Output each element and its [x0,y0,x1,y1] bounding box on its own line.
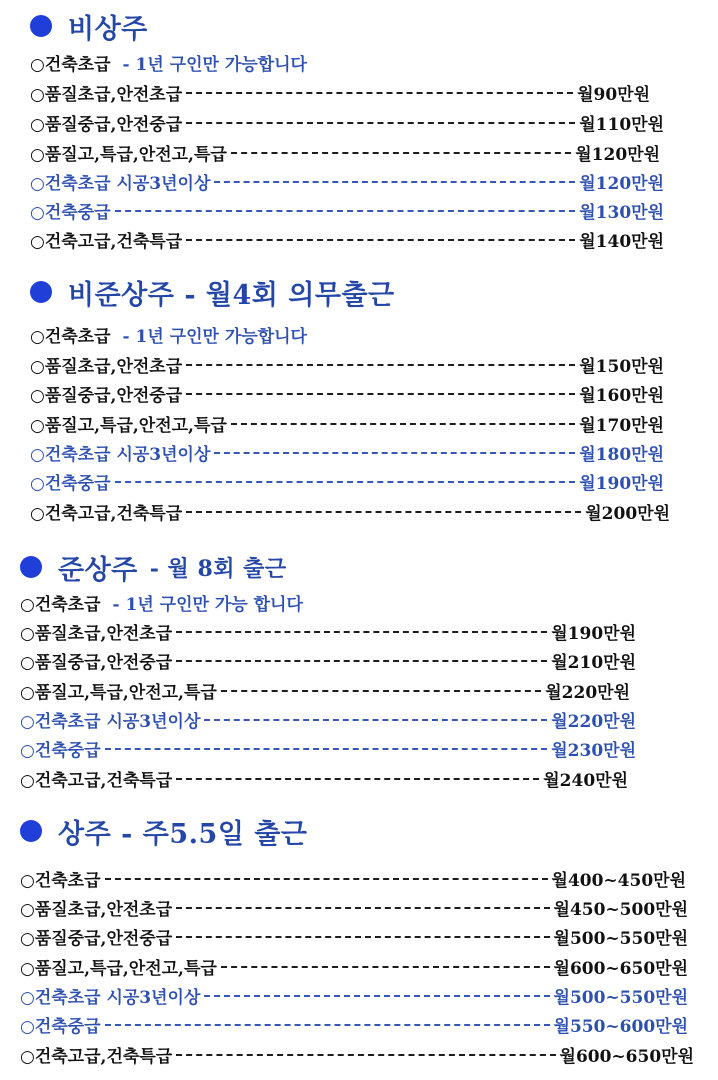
dash-leader [231,423,575,425]
price-row [20,1040,694,1069]
section-title: 비준상주 [68,279,175,311]
price-row [30,138,660,167]
dash-leader [214,181,575,183]
row-label: ○품질초급,안전초급 [30,357,183,377]
dash-leader [105,878,548,880]
row-label: ○품질고,특급,안전고,특급 [20,683,217,703]
dash-leader [176,631,547,633]
row-label: ○건축초급 시공3년이상 [20,712,201,732]
row-label: ○품질고,특급,안전고,특급 [30,145,227,165]
row-price: 월90만원 [577,85,650,105]
bullet-dot-icon [20,556,42,578]
row-price: 월160만원 [579,386,664,406]
row-note: - 1년 구인만 가능합니다 [122,327,307,347]
dash-leader [105,748,548,750]
section-title: 상주 [58,818,112,850]
bullet-dot-icon [30,15,52,37]
dash-leader [176,778,539,780]
row-label: ○품질초급,안전초급 [30,85,183,105]
price-row [20,922,688,951]
row-label: ○건축초급 시공3년이상 [20,988,201,1008]
section-subtitle: - 주5.5일 출근 [121,818,308,850]
section-subtitle: - 월 8회 출근 [149,555,287,582]
row-price: 월450~500만원 [553,900,688,920]
price-row [20,588,620,617]
price-row [20,893,688,922]
row-label: ○품질중급,안전중급 [30,115,183,135]
row-price: 월600~650만원 [553,959,688,979]
dash-leader [186,239,575,241]
section-heading [30,272,395,312]
row-label: ○건축고급,건축특급 [30,232,183,252]
bullet-dot-icon [20,820,42,842]
bullet-dot-icon [30,281,52,303]
row-note: - 1년 구인만 가능합니다 [122,55,307,75]
price-row [30,379,664,408]
price-row [30,78,650,107]
row-price: 월180만원 [579,445,664,465]
row-label: ○품질초급,안전초급 [20,624,173,644]
row-price: 월400~450만원 [551,871,686,891]
dash-leader [176,1054,555,1056]
row-price: 월170만원 [579,416,664,436]
price-row [30,320,630,349]
section-subtitle: - 월4회 의무출근 [184,279,395,311]
row-label: ○건축고급,건축특급 [20,771,173,791]
price-row-highlight [30,438,664,467]
row-price: 월120만원 [575,145,660,165]
price-row [20,952,688,981]
row-price: 월110만원 [579,115,664,135]
row-price: 월550~600만원 [553,1017,688,1037]
section-heading [30,6,148,46]
dash-leader [214,452,575,454]
price-row [30,225,664,254]
row-price: 월130만원 [579,203,664,223]
row-price: 월150만원 [579,357,664,377]
dash-leader [115,210,576,212]
row-label: ○건축초급 [30,327,111,347]
row-label: ○품질중급,안전중급 [30,386,183,406]
row-price: 월240만원 [543,771,628,791]
row-label: ○건축중급 [20,1017,101,1037]
row-label: ○건축중급 [20,741,101,761]
price-row [30,409,664,438]
dash-leader [176,660,547,662]
row-price: 월600~650만원 [559,1047,694,1067]
row-price: 월220만원 [545,683,630,703]
row-label: ○건축고급,건축특급 [20,1047,173,1067]
dash-leader [221,690,541,692]
price-row [30,497,670,526]
section-heading [20,547,287,587]
dash-leader [176,907,549,909]
row-label: ○품질초급,안전초급 [20,900,173,920]
dash-leader [186,511,581,513]
row-price: 월500~550만원 [553,988,688,1008]
dash-leader [186,393,575,395]
row-label: ○품질고,특급,안전고,특급 [30,416,227,436]
row-label: ○품질중급,안전중급 [20,929,173,949]
price-row-highlight [30,196,664,225]
price-row [20,864,686,893]
row-price: 월210만원 [551,653,636,673]
row-price: 월230만원 [551,741,636,761]
dash-leader [204,719,547,721]
price-row [20,676,630,705]
row-price: 월190만원 [551,624,636,644]
price-row [20,764,628,793]
price-row-highlight [20,1010,688,1039]
row-label: ○품질고,특급,안전고,특급 [20,959,217,979]
row-label: ○건축초급 시공3년이상 [30,445,211,465]
price-row-highlight [20,734,636,763]
row-price: 월190만원 [579,474,664,494]
row-price: 월140만원 [579,232,664,252]
row-label: ○건축초급 [20,871,101,891]
dash-leader [221,966,550,968]
row-price: 월220만원 [551,712,636,732]
price-row-highlight [30,467,664,496]
price-row [30,350,664,379]
dash-leader [186,364,575,366]
price-row [30,48,630,77]
row-label: ○건축중급 [30,474,111,494]
price-row-highlight [20,981,688,1010]
row-label: ○건축중급 [30,203,111,223]
row-label: ○건축초급 [30,55,111,75]
section-title: 비상주 [68,13,148,45]
dash-leader [204,995,549,997]
dash-leader [186,122,575,124]
price-row [20,617,636,646]
dash-leader [186,92,573,94]
row-price: 월500~550만원 [553,929,688,949]
dash-leader [105,1024,550,1026]
price-row-highlight [30,167,664,196]
row-price: 월120만원 [579,174,664,194]
row-label: ○건축초급 [20,595,101,615]
price-row [20,646,636,675]
row-note: - 1년 구인만 가능 합니다 [112,595,303,615]
row-label: ○품질중급,안전중급 [20,653,173,673]
row-price: 월200만원 [585,504,670,524]
section-heading [20,810,307,852]
dash-leader [231,152,571,154]
price-row [30,108,664,137]
dash-leader [176,936,549,938]
price-row-highlight [20,705,636,734]
row-label: ○건축고급,건축특급 [30,504,183,524]
dash-leader [115,481,576,483]
row-label: ○건축초급 시공3년이상 [30,174,211,194]
section-title: 준상주 [58,554,138,586]
